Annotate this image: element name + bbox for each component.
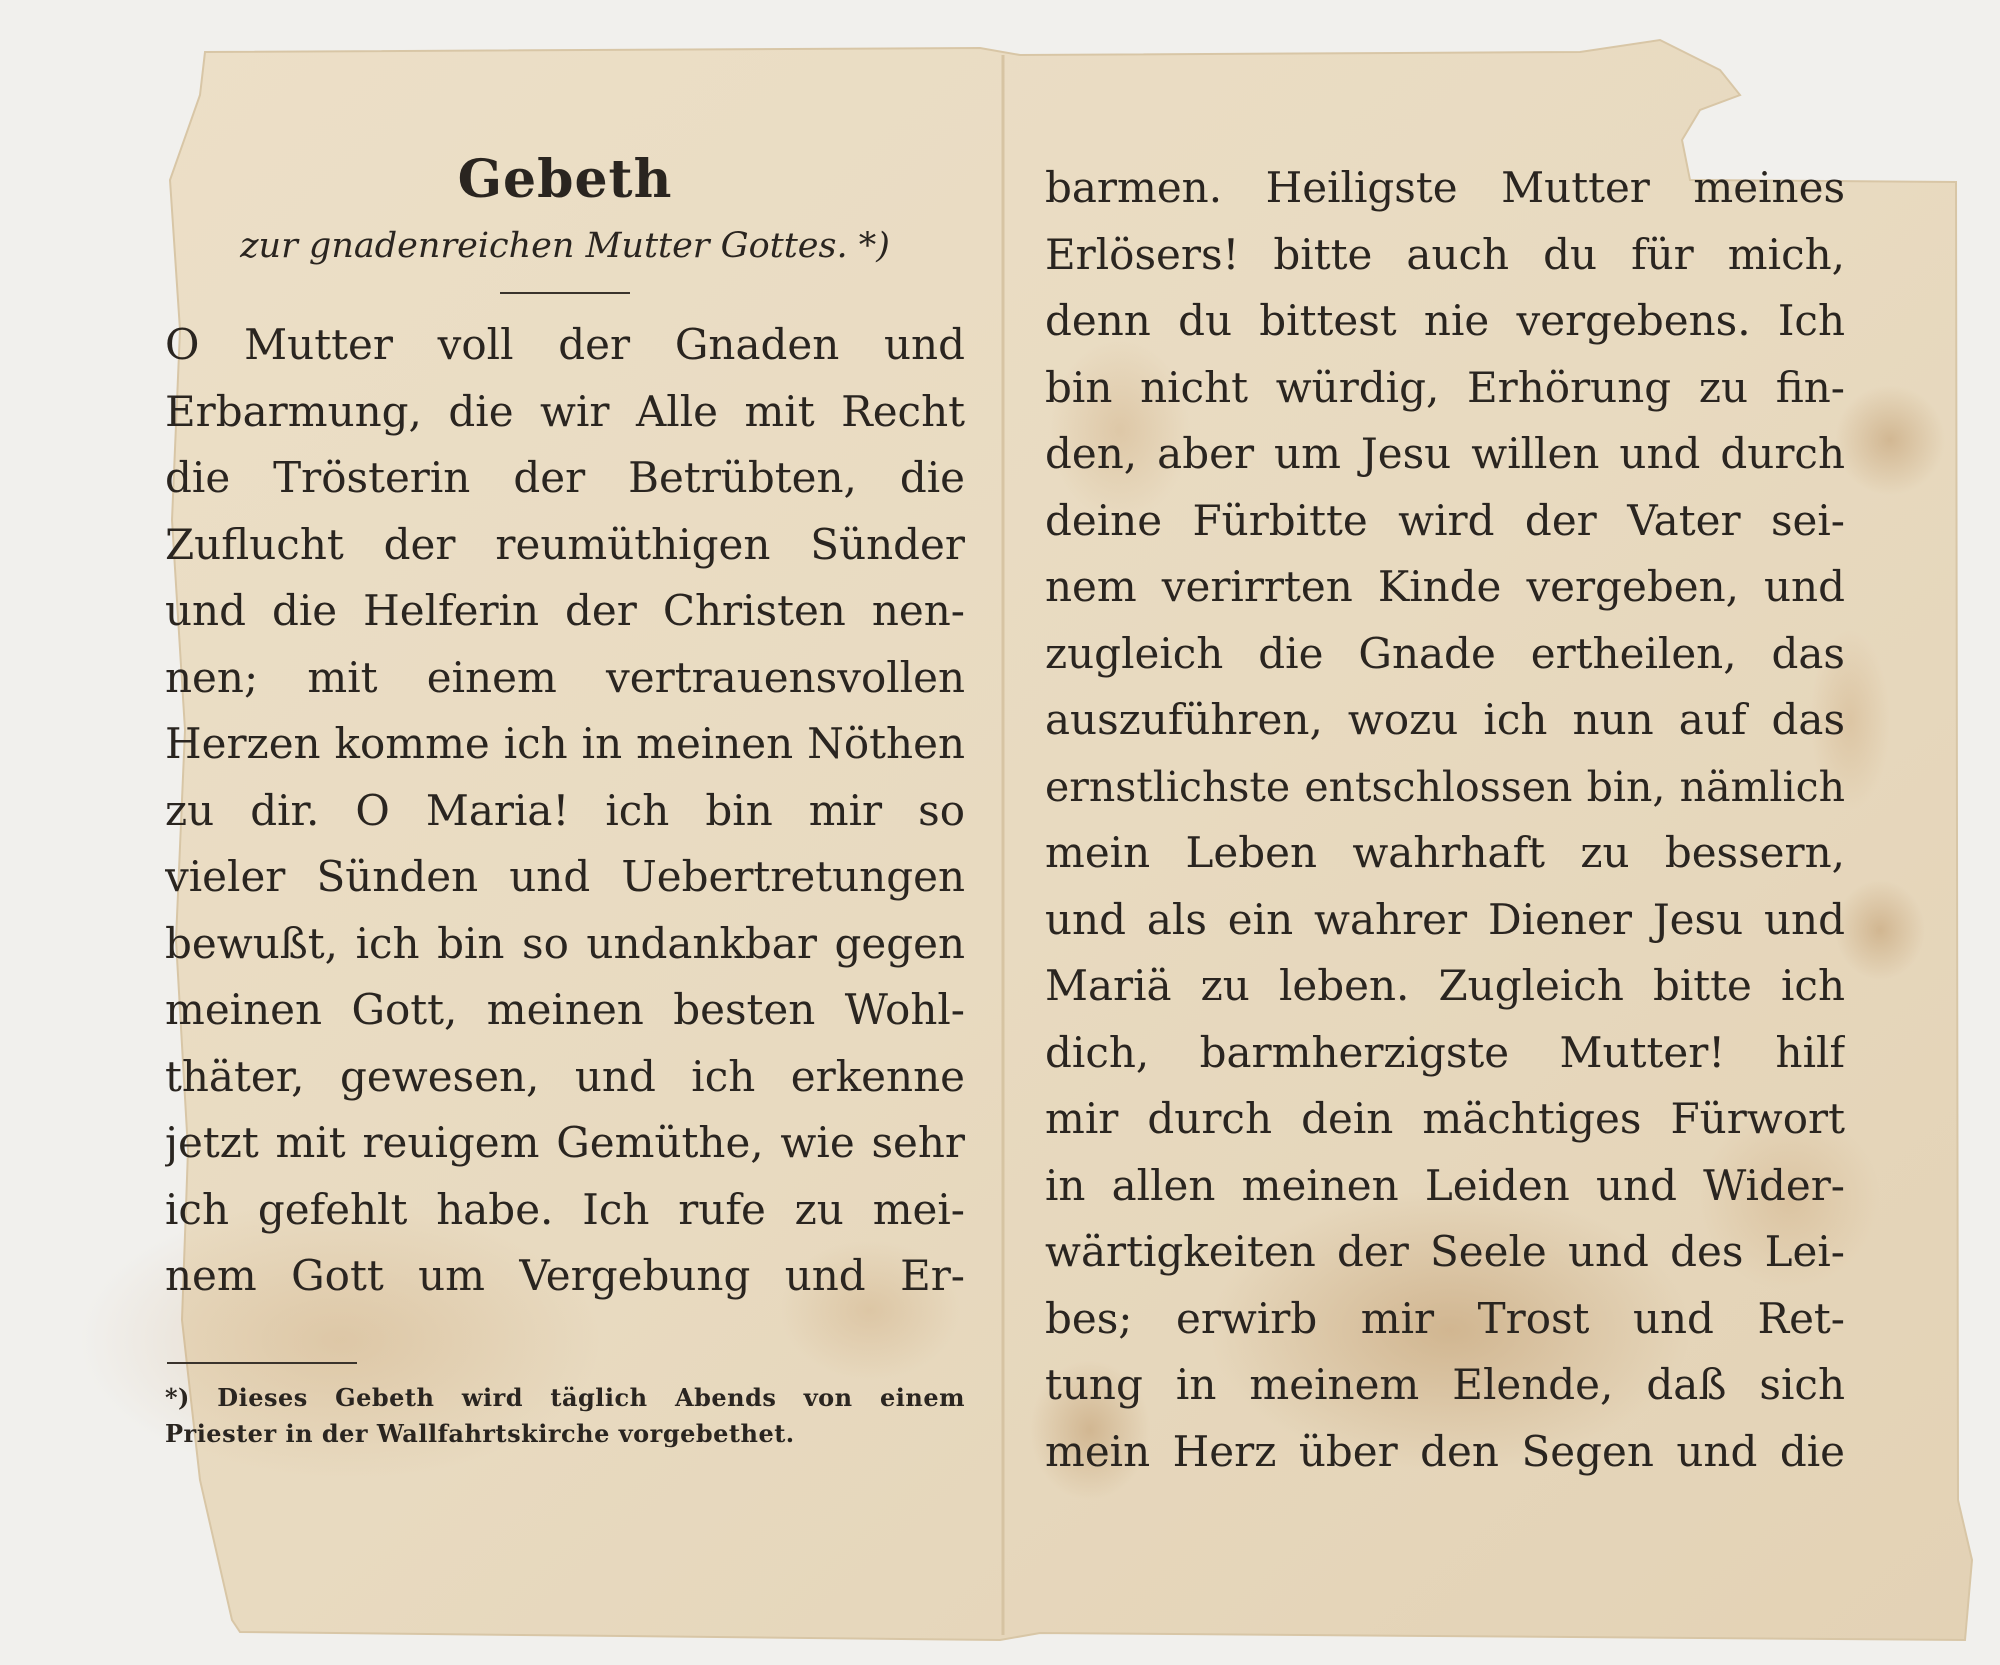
text-line: ich gefehlt habe. Ich rufe zu mei-	[165, 1184, 965, 1234]
text-line: Mariä zu leben. Zugleich bitte ich	[1045, 961, 1845, 1010]
text-line: O Mutter voll der Gnaden und	[165, 320, 965, 369]
page-title: Gebeth	[457, 149, 673, 210]
page-subtitle: zur gnadenreichen Mutter Gottes. *)	[240, 226, 890, 266]
text-line: nem verirrten Kinde vergeben, und	[1045, 562, 1845, 611]
prayer-text-right	[1045, 155, 1845, 1485]
text-line: Zuflucht der reumüthigen Sünder	[165, 519, 965, 569]
text-line: bin nicht würdig, Erhörung zu fin-	[1045, 362, 1845, 412]
right-page	[1045, 155, 1845, 1485]
text-line: Erbarmung, die wir Alle mit Recht	[165, 386, 965, 436]
text-line: jetzt mit reuigem Gemüthe, wie sehr	[165, 1118, 965, 1167]
title-divider	[500, 292, 630, 294]
text-line: mein Herz über den Segen und die	[1045, 1426, 1845, 1476]
text-line: den, aber um Jesu willen und durch	[1045, 429, 1845, 478]
text-line: nen; mit einem vertrauensvollen	[165, 652, 965, 702]
stain	[1835, 385, 1945, 495]
footnote	[165, 1380, 965, 1452]
footnote-line: *) Dieses Gebeth wird täglich Abends von einem	[165, 1382, 965, 1412]
text-line: auszuführen, wozu ich nun auf das	[1045, 695, 1845, 744]
text-line: deine Fürbitte wird der Vater sei-	[1045, 495, 1845, 545]
text-line: dich, barmherzigste Mutter! hilf	[1045, 1027, 1845, 1077]
text-line: vieler Sünden und Uebertretungen	[165, 852, 965, 901]
text-line: die Trösterin der Betrübten, die	[165, 453, 965, 502]
text-line: Herzen komme ich in meinen Nöthen	[165, 719, 965, 768]
prayer-text-left	[165, 312, 965, 1310]
text-line: ernstlichste entschlossen bin, nämlich	[1045, 762, 1845, 811]
text-line: wärtigkeiten der Seele und des Lei-	[1045, 1227, 1845, 1276]
text-line: in allen meinen Leiden und Wider-	[1045, 1160, 1845, 1210]
text-line: und als ein wahrer Diener Jesu und	[1045, 894, 1845, 944]
text-line: mein Leben wahrhaft zu bessern,	[1045, 828, 1845, 877]
text-line: Erlösers! bitte auch du für mich,	[1045, 229, 1845, 279]
text-line: tung in meinem Elende, daß sich	[1045, 1360, 1845, 1409]
text-line: zu dir. O Maria! ich bin mir so	[165, 785, 965, 835]
text-line: nem Gott um Vergebung und Er-	[165, 1251, 965, 1300]
text-line: und die Helferin der Christen nen-	[165, 586, 965, 635]
text-line: thäter, gewesen, und ich erkenne	[165, 1051, 965, 1101]
stain	[1835, 880, 1925, 980]
text-line: mir durch dein mächtiges Fürwort	[1045, 1094, 1845, 1143]
text-line: zugleich die Gnade ertheilen, das	[1045, 628, 1845, 678]
text-line: denn du bittest nie vergebens. Ich	[1045, 296, 1845, 345]
left-page	[165, 140, 965, 1452]
text-line: meinen Gott, meinen besten Wohl-	[165, 985, 965, 1034]
text-line: bes; erwirb mir Trost und Ret-	[1045, 1293, 1845, 1343]
text-line: barmen. Heiligste Mutter meines	[1045, 163, 1845, 212]
text-line: bewußt, ich bin so undankbar gegen	[165, 918, 965, 968]
footnote-divider	[167, 1362, 357, 1364]
footnote-line: Priester in der Wallfahrtskirche vorgebethet.	[165, 1418, 795, 1448]
